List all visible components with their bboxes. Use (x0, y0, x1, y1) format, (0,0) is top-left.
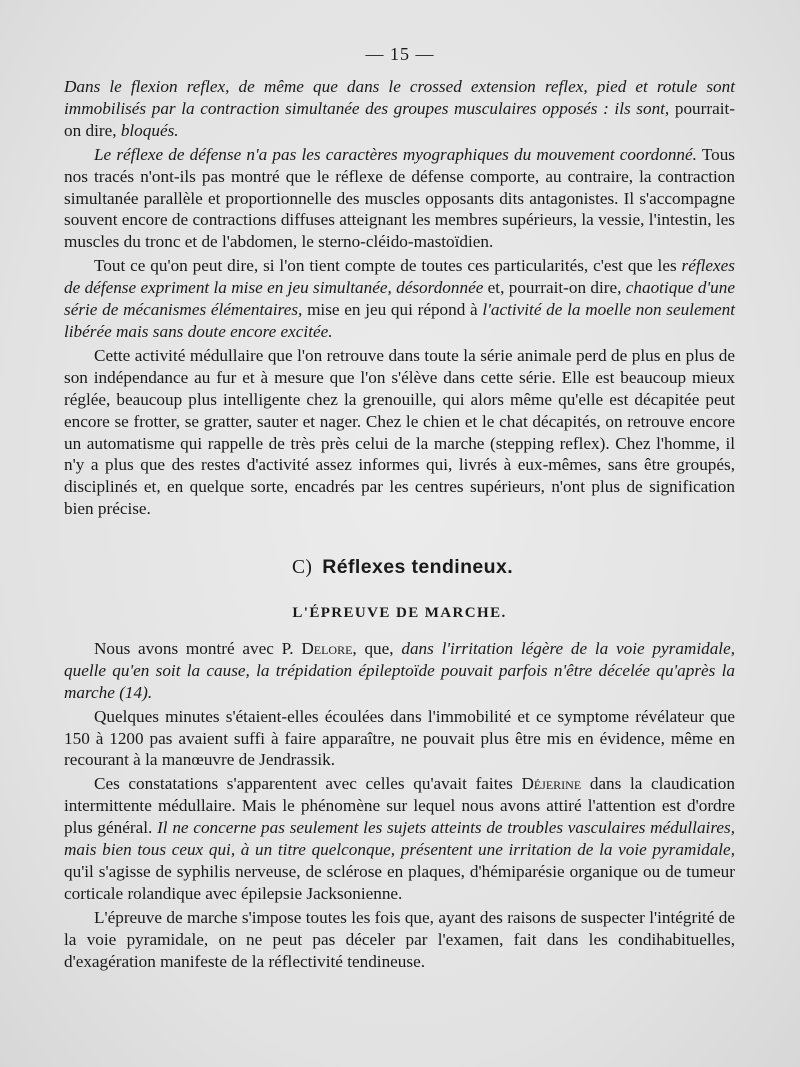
text-run: Cette activité médullaire que l'on retrouve dans toute la série animale perd de plus en plus de son indépendance au fur et à mesure que l'on s'élève dans cette série. Elle est beaucoup mieux réglée, beaucoup plus intelligente chez la grenouille, qui alors même qu'elle est décapitée peut encore se frotter, se gratter, sauter et nager. Chez le chien et le chat décapités, on retrouve encore un automatisme qui rappelle de très près celui de la marche (stepping reflex). Chez l'homme, il n'y a plus que des restes d'activité assez informes qui, livrés à eux-mêmes, sans être groupés, disciplinés et, en quelque sorte, encadrés par les centres supérieurs, n'ont plus de signification bien précise. (64, 345, 735, 519)
text-run: Ces constatations s'apparentent avec celles qu'avait faites (94, 774, 522, 794)
paragraph (64, 144, 735, 254)
text-run: Quelques minutes s'étaient-elles écoulées dans l'immobilité et ce symptome révélateur que 150 à 1200 pas avaient suffi à faire apparaître, ne pouvait plus être mis en évidence, même en recourant à la manœuvre de Jendrassik. (64, 706, 735, 770)
text-run: Tous nos tracés n'ont-ils pas montré que le réflexe de défense comporte, au contraire, la contraction simultanée parallèle et proportionnelle des muscles opposants dits antagonistes. Il s'accompagne souvent encore de contractions diffuses atteignant les membres supérieurs, la vessie, l'intestin, les muscles du tronc et de l'abdomen, le sterno-cléido-mastoïdien. (64, 144, 735, 252)
italic-text: Dans le flexion reflex, de même que dans le crossed extension reflex, pied et rotule sont immobilisés par la contraction simultanée des groupes musculaires opposés : ils sont, (64, 77, 735, 118)
text-run: Tout ce qu'on peut dire, si l'on tient compte de toutes ces particularités, c'est que les (94, 256, 682, 276)
paragraph (64, 255, 735, 343)
text-run: et, pourrait-on dire, (483, 278, 626, 298)
italic-text: réflexes de défense expriment la mise en jeu simultanée, désordonnée (64, 256, 735, 298)
section-title: Réflexes tendineux. (322, 556, 514, 579)
paragraph (64, 706, 735, 772)
bottom-paragraphs (64, 638, 735, 973)
subsection-heading: L'ÉPREUVE DE MARCHE. (292, 605, 507, 622)
paragraph (64, 345, 735, 520)
text-run: Delore (301, 638, 353, 658)
page-number: — 15 — (365, 44, 435, 64)
text-run: qu'il s'agisse de syphilis nerveuse, de sclérose en plaques, d'hémiparésie organique ou de tumeur corticale rolandique avec épilepsie Jacksonienne. (64, 862, 735, 903)
italic-text: l'activité de la moelle non seulement libérée mais sans doute encore excitée. (64, 300, 735, 341)
text-run: , que, (352, 638, 402, 658)
italic-text: bloqués. (120, 120, 179, 140)
text-run: L'épreuve de marche s'impose toutes les fois que, ayant des raisons de suspecter l'intégrité de la voie pyramidale, on ne peut pas déceler par l'examen, fait dans les condihabituelles, d'exagération manifeste de la réflectivité tendineuse. (64, 907, 735, 971)
italic-text: dans l'irritation légère de la voie pyramidale, quelle qu'en soit la cause, la trépidation épileptoïde pouvait parfois n'être décelée qu'après la marche (14). (64, 638, 736, 702)
text-run: dans la claudication intermittente médullaire. Mais le phénomène sur lequel nous avons attiré l'attention est d'ordre plus général. (64, 774, 735, 838)
paragraph (64, 907, 735, 973)
italic-text: Le réflexe de défense n'a pas les caractères myographiques du mouvement coordonné. (94, 144, 697, 164)
paragraph (64, 76, 735, 142)
text-run: pourrait-on dire, (64, 98, 735, 140)
paragraph (64, 773, 735, 904)
text-run: Nous avons montré avec P. (94, 638, 302, 658)
text-run: mise en jeu qui répond à (302, 300, 483, 320)
body-text (64, 76, 735, 973)
italic-text: Il ne concerne pas seulement les sujets atteints de troubles vasculaires médullaires, mais bien tous ceux qui, à un titre quelconque, présentent une irritation de la voie pyramidale, (64, 818, 735, 860)
paragraph (64, 638, 735, 704)
italic-text: chaotique d'une série de mécanismes élémentaires, (64, 278, 735, 320)
section-letter: C) (291, 557, 313, 579)
top-paragraphs (64, 76, 735, 520)
section-heading (64, 557, 735, 579)
text-run: Déjerine (521, 774, 582, 794)
